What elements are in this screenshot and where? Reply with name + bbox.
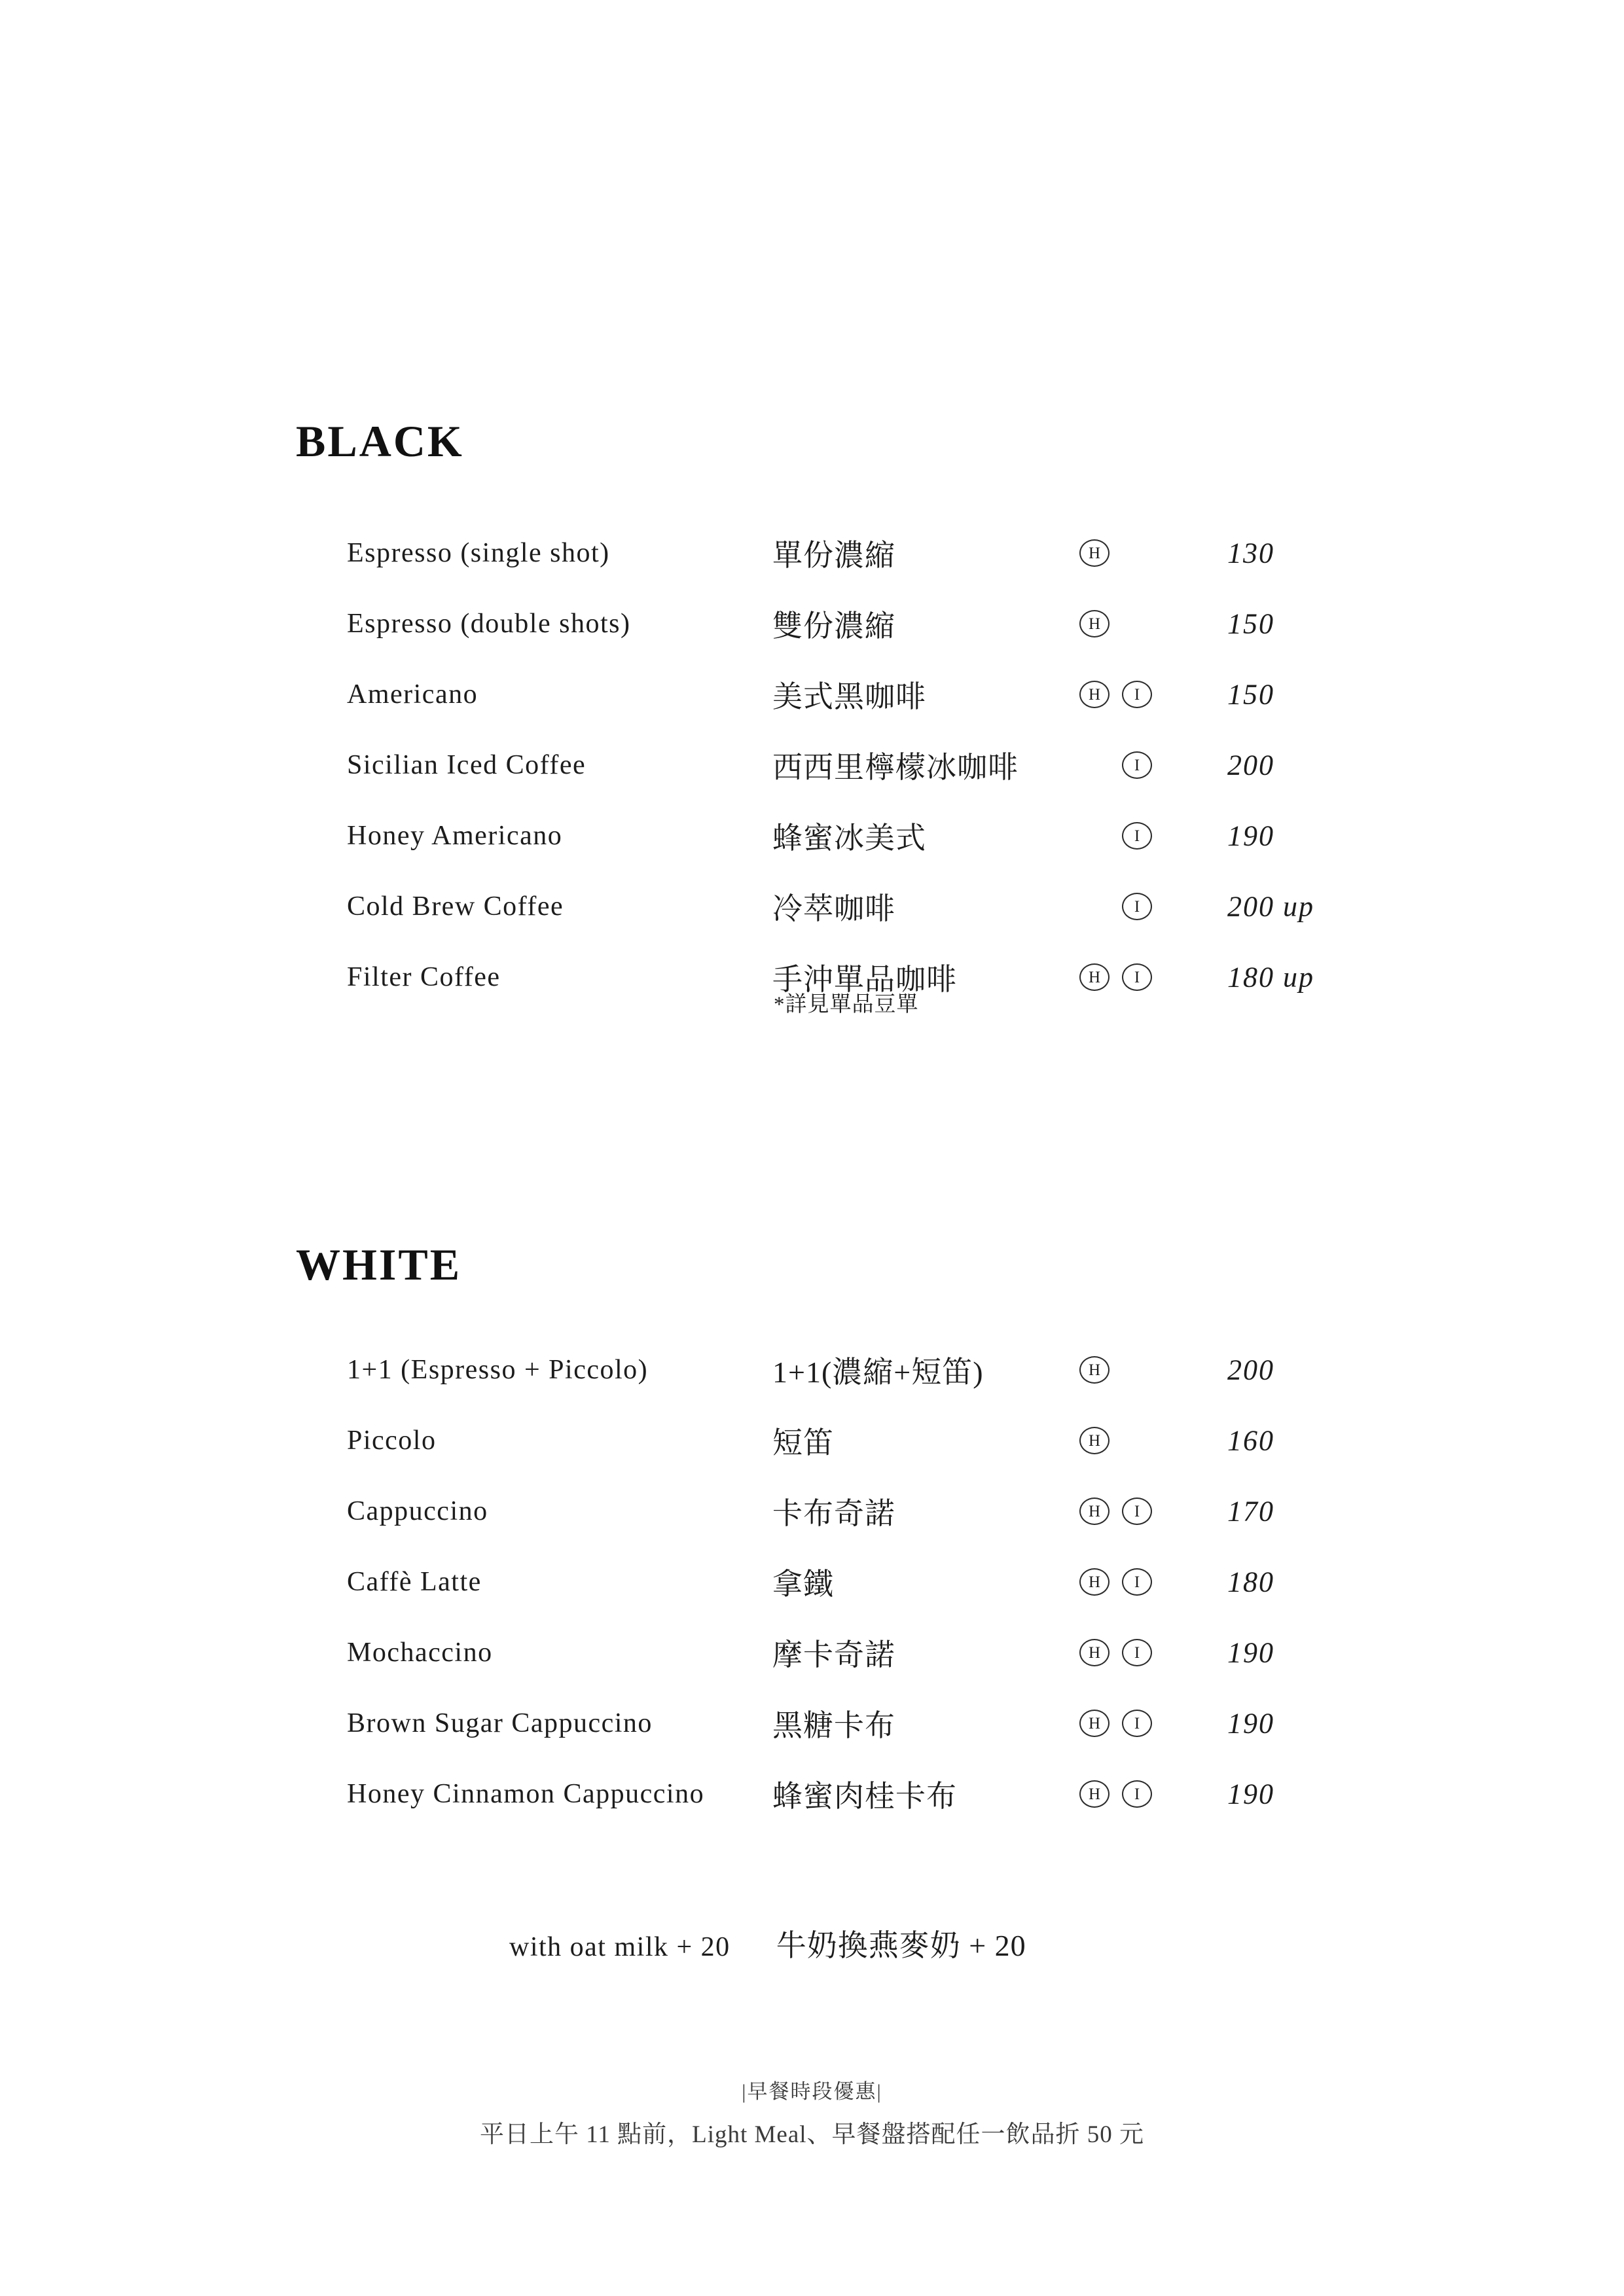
item-name-zh: 單份濃縮 — [772, 539, 895, 572]
item-name-en: Honey Americano — [347, 821, 563, 851]
oat-milk-note-zh: 牛奶換燕麥奶 + 20 — [776, 1929, 1026, 1962]
item-name-en: Caffè Latte — [347, 1567, 482, 1597]
item-name-en: 1+1 (Espresso + Piccolo) — [347, 1355, 649, 1385]
hot-badge: H — [1079, 1568, 1110, 1596]
menu-row — [0, 658, 1624, 730]
hot-badge: H — [1079, 1498, 1110, 1525]
hot-badge: H — [1079, 1427, 1110, 1454]
item-price: 200 — [1227, 749, 1274, 781]
item-name-en: Filter Coffee — [347, 962, 501, 992]
item-name-en: Espresso (single shot) — [347, 538, 610, 568]
menu-row — [0, 517, 1624, 589]
item-price: 170 — [1227, 1495, 1274, 1528]
item-name-en: Cold Brew Coffee — [347, 891, 564, 922]
item-price: 180 up — [1227, 961, 1314, 994]
menu-row — [0, 588, 1624, 660]
menu-row — [0, 1546, 1624, 1618]
hot-badge: H — [1079, 1710, 1110, 1737]
item-name-en: Piccolo — [347, 1426, 437, 1456]
hot-badge: H — [1079, 539, 1110, 567]
iced-badge: I — [1122, 822, 1152, 850]
section-title-white: WHITE — [296, 1240, 462, 1289]
item-name-zh: 冷萃咖啡 — [772, 892, 895, 925]
item-price: 200 — [1227, 1354, 1274, 1386]
item-name-en: Cappuccino — [347, 1496, 488, 1526]
iced-badge: I — [1122, 1710, 1152, 1737]
iced-badge: I — [1122, 751, 1152, 779]
menu-row — [0, 1334, 1624, 1406]
item-name-zh: 西西里檸檬冰咖啡 — [772, 751, 1019, 784]
menu-row — [0, 870, 1624, 942]
filter-coffee-subnote: *詳見單品豆單 — [774, 993, 919, 1016]
item-name-zh: 短笛 — [772, 1426, 834, 1460]
menu-row — [0, 800, 1624, 872]
item-name-zh: 蜂蜜冰美式 — [772, 821, 926, 855]
hot-badge: H — [1079, 963, 1110, 991]
item-name-zh: 手沖單品咖啡 — [772, 963, 957, 996]
item-name-zh: 美式黑咖啡 — [772, 680, 926, 713]
menu-row — [0, 1687, 1624, 1759]
item-name-en: Americano — [347, 679, 478, 709]
item-name-en: Espresso (double shots) — [347, 609, 631, 639]
iced-badge: I — [1122, 1780, 1152, 1808]
item-name-en: Mochaccino — [347, 1638, 493, 1668]
item-name-zh: 卡布奇諾 — [772, 1497, 895, 1530]
item-name-zh: 摩卡奇諾 — [772, 1638, 895, 1672]
menu-row — [0, 1475, 1624, 1547]
item-price: 150 — [1227, 607, 1274, 640]
item-name-en: Brown Sugar Cappuccino — [347, 1708, 653, 1738]
menu-row — [0, 729, 1624, 801]
menu-row — [0, 1617, 1624, 1689]
oat-milk-note-en: with oat milk + 20 — [509, 1932, 731, 1962]
item-price: 190 — [1227, 819, 1274, 852]
breakfast-promo-detail: 平日上午 11 點前，Light Meal、早餐盤搭配任一飲品折 50 元 — [479, 2121, 1145, 2148]
item-name-zh: 蜂蜜肉桂卡布 — [772, 1780, 957, 1813]
item-price: 190 — [1227, 1778, 1274, 1810]
hot-badge: H — [1079, 1356, 1110, 1384]
item-name-zh: 拿鐵 — [772, 1568, 834, 1601]
iced-badge: I — [1122, 1498, 1152, 1525]
item-name-en: Sicilian Iced Coffee — [347, 750, 586, 780]
item-price: 180 — [1227, 1566, 1274, 1598]
hot-badge: H — [1079, 1639, 1110, 1666]
hot-badge: H — [1079, 610, 1110, 637]
item-price: 190 — [1227, 1707, 1274, 1740]
iced-badge: I — [1122, 1568, 1152, 1596]
item-name-zh: 黑糖卡布 — [772, 1709, 895, 1742]
hot-badge: H — [1079, 681, 1110, 708]
hot-badge: H — [1079, 1780, 1110, 1808]
iced-badge: I — [1122, 1639, 1152, 1666]
item-price: 150 — [1227, 678, 1274, 711]
menu-row — [0, 1405, 1624, 1477]
menu-row — [0, 1758, 1624, 1830]
item-price: 200 up — [1227, 890, 1314, 923]
item-price: 130 — [1227, 537, 1274, 569]
breakfast-promo-title: |早餐時段優惠| — [742, 2080, 882, 2103]
item-name-zh: 1+1(濃縮+短笛) — [772, 1355, 984, 1389]
iced-badge: I — [1122, 963, 1152, 991]
item-price: 160 — [1227, 1424, 1274, 1457]
section-title-black: BLACK — [296, 416, 464, 466]
item-name-en: Honey Cinnamon Cappuccino — [347, 1779, 705, 1809]
oat-milk-note — [509, 1922, 1026, 1965]
item-price: 190 — [1227, 1636, 1274, 1669]
item-name-zh: 雙份濃縮 — [772, 609, 895, 643]
iced-badge: I — [1122, 681, 1152, 708]
iced-badge: I — [1122, 893, 1152, 920]
